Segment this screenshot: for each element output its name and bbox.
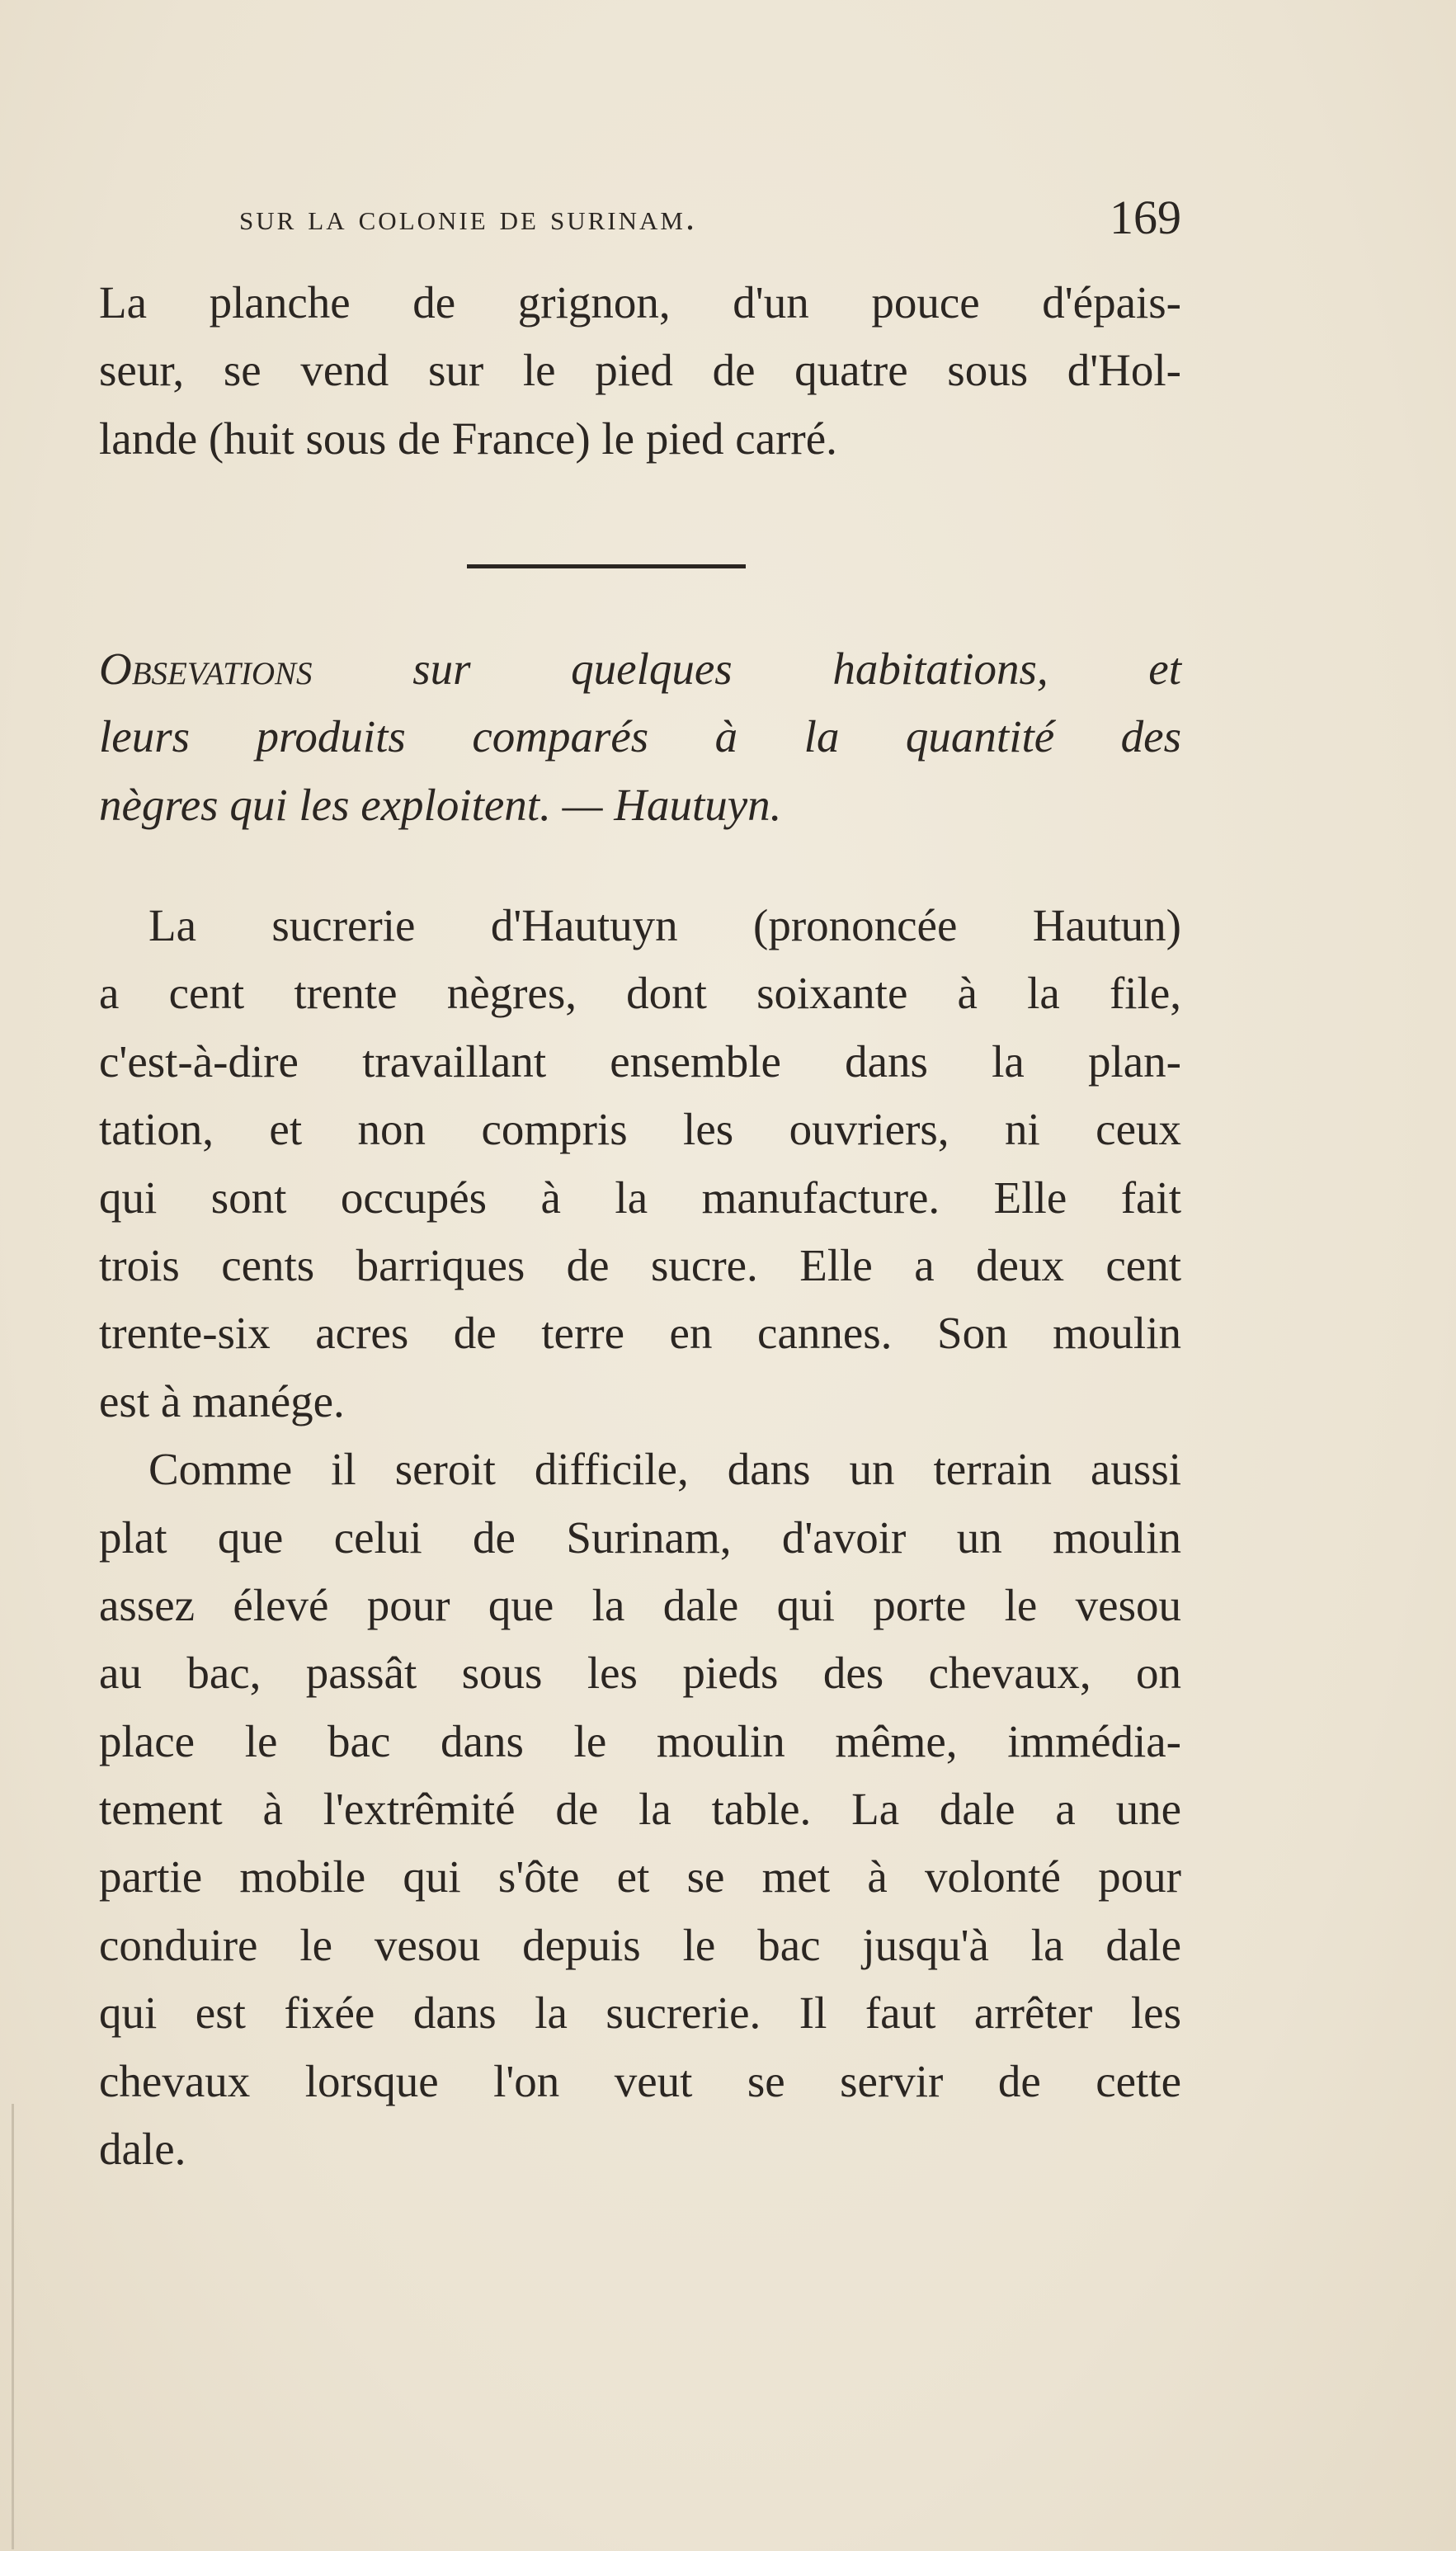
heading-line xyxy=(99,635,1181,703)
text-line: La planche de grignon, d'un pouce d'épais- xyxy=(99,277,1181,328)
text-line: c'est-à-dire travaillant ensemble dans la plan- xyxy=(99,1035,1181,1087)
heading-first-word: Obsevations xyxy=(99,644,313,694)
text-line: seur, se vend sur le pied de quatre sous d'Hol- xyxy=(99,345,1181,396)
text-line: conduire le vesou depuis le bac jusqu'à la dale xyxy=(99,1919,1181,1970)
heading-line: nègres qui les exploitent. — Hautuyn. xyxy=(99,779,782,830)
heading-text: sur quelques habitations, et xyxy=(412,644,1181,694)
text-line: qui sont occupés à la manufacture. Elle fait xyxy=(99,1172,1181,1223)
text-line: La sucrerie d'Hautuyn (prononcée Hautun) xyxy=(148,900,1181,950)
text-line: tement à l'extrêmité de la table. La dale a une xyxy=(99,1784,1181,1835)
text-line: au bac, passât sous les pieds des chevaux, on xyxy=(99,1648,1181,1699)
text-line: a cent trente nègres, dont soixante à la file, xyxy=(99,968,1181,1019)
page-number: 169 xyxy=(1110,191,1181,244)
text-line: chevaux lorsque l'on veut se servir de cette xyxy=(99,2055,1181,2106)
section-heading xyxy=(99,635,1181,839)
text-line: partie mobile qui s'ôte et se met à volonté pour xyxy=(99,1851,1181,1903)
text-line: trois cents barriques de sucre. Elle a deux cent xyxy=(99,1239,1181,1290)
text-line: Comme il seroit difficile, dans un terrain aussi xyxy=(148,1444,1181,1495)
text-line: place le bac dans le moulin même, immédia- xyxy=(99,1715,1181,1766)
text-line: qui est fixée dans la sucrerie. Il faut arrêter les xyxy=(99,1988,1181,2039)
text-line: lande (huit sous de France) le pied carré. xyxy=(99,413,837,464)
text-line: dale. xyxy=(99,2124,186,2175)
running-title: sur la colonie de surinam. xyxy=(239,197,697,238)
text-line: est à manége. xyxy=(99,1375,345,1426)
page-edge-shadow xyxy=(12,2104,14,2549)
text-line: trente-six acres de terre en cannes. Son moulin xyxy=(99,1308,1181,1359)
running-header xyxy=(239,191,1181,254)
section-divider xyxy=(467,564,746,568)
text-line: plat que celui de Surinam, d'avoir un moulin xyxy=(99,1511,1181,1563)
paragraph-1 xyxy=(99,269,1181,473)
text-line: assez élevé pour que la dale qui porte le vesou xyxy=(99,1579,1181,1630)
paragraph-2 xyxy=(99,892,1181,2183)
heading-line: leurs produits comparés à la quantité des xyxy=(99,711,1181,762)
text-line: tation, et non compris les ouvriers, ni ceux xyxy=(99,1104,1181,1155)
